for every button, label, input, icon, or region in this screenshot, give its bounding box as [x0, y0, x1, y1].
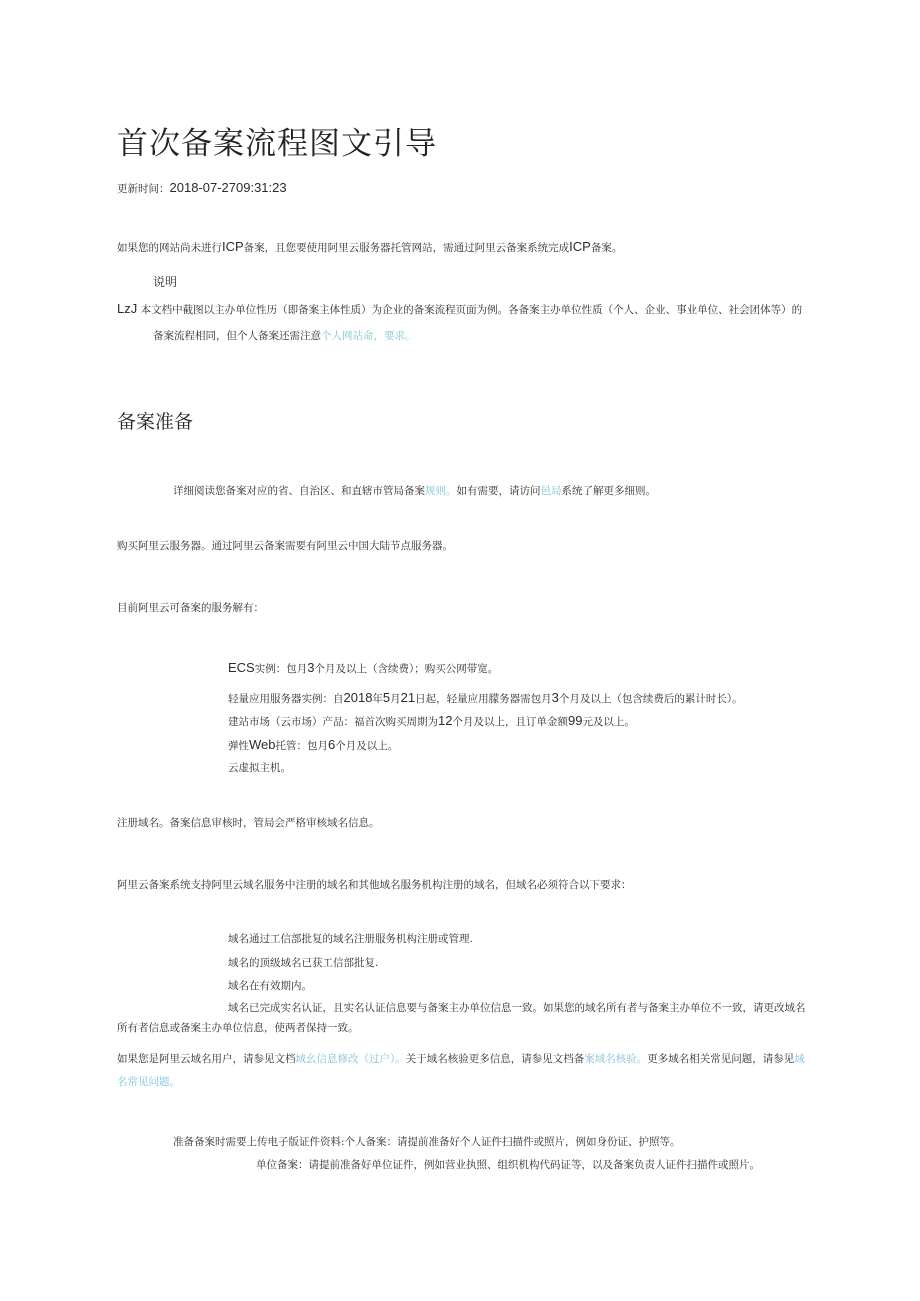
market-num-1: 12	[438, 713, 453, 728]
update-time-label: 更新时间：	[117, 183, 170, 195]
domain-req-2: 域名的顶级域名已获工信部批复.	[228, 957, 379, 969]
note-line-1	[117, 301, 802, 318]
service-light	[228, 690, 743, 707]
market-text-3: 元及以上。	[582, 716, 635, 728]
intro-text-3: 备案。	[590, 242, 623, 254]
web-text-3: 个月及以上。	[335, 740, 399, 752]
note-text-1: 本文档中截图以主办单位性历（即备案主体性质）为企业的备案流程页面为例。各备案主办单位性质（个人、企业、事业单位、社会团体等）的	[140, 304, 803, 316]
light-num-4: 3	[551, 690, 559, 705]
service-web	[228, 737, 398, 754]
domain-faq-link[interactable]: 名常见问题。	[117, 1076, 180, 1088]
web-num-1: Web	[249, 737, 276, 752]
market-text-1: 建站市场（云市场）产品：福首次购买周期为	[228, 716, 438, 728]
page-title: 首次备案流程图文引导	[117, 126, 437, 162]
web-num-2: 6	[328, 737, 336, 752]
certs-line-1: 准备备案时需要上传电子版证件资料:个人备案：请提前准备好个人证件扫描件或照片，例如身份证、护照等。	[173, 1136, 681, 1148]
ecs-num-1: 3	[307, 660, 315, 675]
prep-step-3: 目前阿里云可备案的服务解有：	[117, 602, 264, 614]
ecs-name: ECS	[228, 660, 255, 675]
domain-req-1: 域名通过工信部批复的域名注册服务机构注册或管理.	[228, 933, 473, 945]
light-num-1: 2018	[343, 690, 373, 705]
aliyun-text-c: 更多域名相关常见问题，请参见	[647, 1053, 795, 1065]
prep-step-1-text-c: 系统了解更多细则。	[561, 485, 656, 497]
note-prefix: LzJ	[117, 301, 138, 316]
ecs-text-1: 实例：包月	[254, 663, 308, 675]
prep-step-1	[173, 483, 656, 499]
note-line-2	[153, 328, 416, 344]
light-text-2: 年	[372, 693, 383, 705]
ecs-text-2: 个月及以上（含续费）；购买公网带宽。	[314, 663, 499, 675]
service-vhost: 云虚拟主机。	[228, 762, 291, 774]
intro-paragraph	[117, 239, 622, 256]
intro-icp-2: ICP	[569, 239, 591, 254]
web-text-1: 弹性	[228, 740, 249, 752]
domain-transfer-link[interactable]: 域幺信息修改（过户）。	[295, 1053, 406, 1065]
service-market	[228, 713, 635, 730]
note-label: 说明	[153, 275, 178, 289]
update-time	[117, 180, 287, 197]
domain-support: 阿里云备案系统支持阿里云域名服务中注册的域名和其他域名服务机构注册的域名，但域名必须符合以下要求：	[117, 879, 632, 891]
note-text-2: 备案流程相同，但个人备案还需注意	[153, 330, 321, 342]
domain-verification-link[interactable]: 案域名核验。	[584, 1053, 648, 1065]
update-time-value: 2018-07-2709:31:23	[169, 180, 287, 195]
personal-site-requirements-link[interactable]: 个人网站命，要求。	[321, 330, 416, 342]
market-text-2: 个月及以上，且订单金额	[452, 716, 568, 728]
rules-link[interactable]: 规则。	[425, 485, 457, 497]
prep-step-1-text-a: 详细阅读您备案对应的省、自治区、和直辖市管局备案	[173, 485, 425, 497]
aliyun-text-a: 如果您是阿里云域名用户，请参见文档	[117, 1053, 296, 1065]
intro-icp-1: ICP	[222, 239, 244, 254]
aliyun-domain-line-1	[117, 1051, 805, 1067]
aliyun-text-b: 关于域名核验更多信息，请参见文档备	[405, 1053, 585, 1065]
prep-step-1-text-b: 如有需要，请访问	[456, 485, 541, 497]
light-text-5: 个月及以上（包含续费后的累计时长）。	[558, 693, 743, 705]
domain-register: 注册域名。备案信息审核时，管局会严格审核域名信息。	[117, 817, 380, 829]
domain-req-4-line-1: 域名已完成实名认证，且实名认证信息要与备案主办单位信息一致。如果您的域名所有者与备案主办单位不一致，请更改域名	[228, 1002, 806, 1014]
bureau-link[interactable]: 邑局	[540, 485, 562, 497]
certs-line-2: 单位备案：请提前准备好单位证件，例如营业执照、组织机构代码证等，以及备案负责人证件扫描件或照片。	[256, 1159, 760, 1171]
prep-step-2: 购买阿里云服务器。通过阿里云备案需要有阿里云中国大陆节点服务器。	[117, 540, 453, 552]
section-heading: 备案准备	[117, 411, 194, 433]
intro-text-1: 如果您的网站尚未进行	[117, 242, 222, 254]
aliyun-domain-line-2	[117, 1074, 180, 1090]
intro-text-2: 备案，且您要使用阿里云服务器托管网站，需通过阿里云备案系统完成	[243, 242, 570, 254]
market-num-2: 99	[567, 713, 583, 728]
domain-req-3: 域名在有效期内。	[228, 980, 312, 992]
domain-faq-link-start[interactable]: 域	[794, 1053, 805, 1065]
light-text-4: 日起，轻量应用朦务器需包月	[415, 693, 552, 705]
light-text-1: 轻量应用服务器实例：自	[228, 693, 344, 705]
domain-req-4-line-2: 所有者信息或备案主办单位信息，使两者保持一致。	[117, 1022, 359, 1034]
light-num-2: 5	[382, 690, 391, 705]
light-num-3: 21	[400, 690, 416, 705]
service-ecs	[228, 660, 498, 677]
light-text-3: 月	[390, 693, 401, 705]
web-text-2: 托管：包月	[275, 740, 328, 752]
